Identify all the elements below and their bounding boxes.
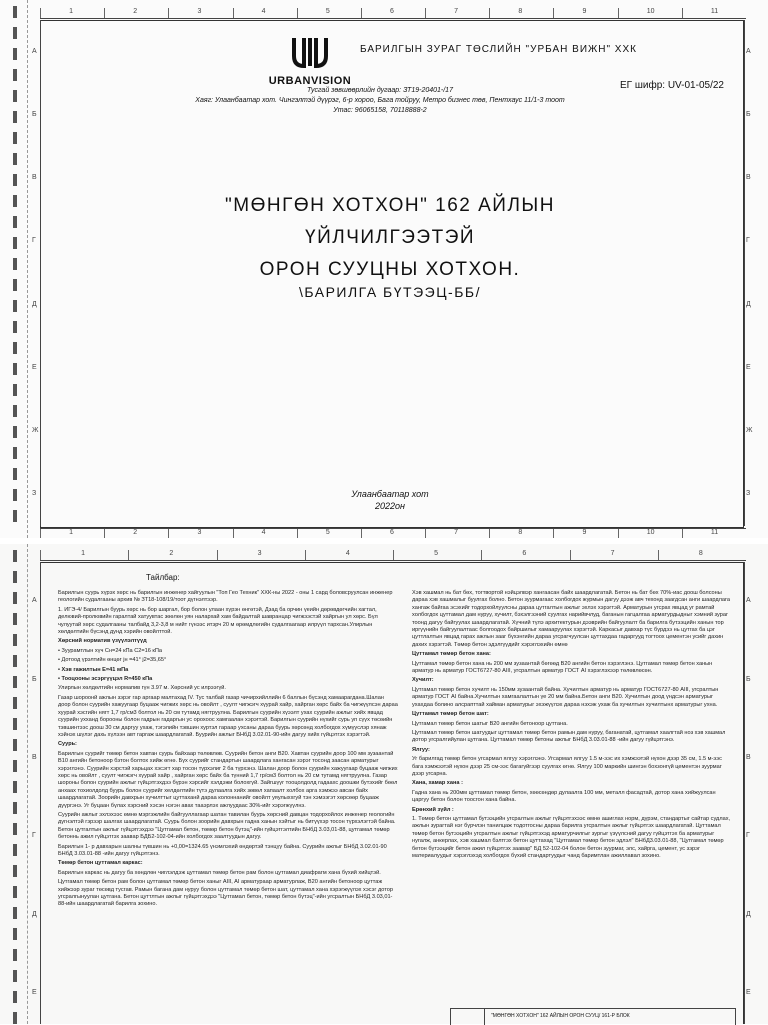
top-ruler [40,8,746,19]
note-paragraph: Барилгын каркас нь дагуу ба хөндлөн чиглэлдэж цуттамал төмөр бетон рам болон цутгамал диафрагм хана бүхий хийцтэй. [58,869,381,876]
note-paragraph: Улирлын хөлдөлтийн нормапив гүн 3.97 м. Хөрсний ус илрээгүй. [58,685,226,692]
ruler-letter: Е [32,988,37,996]
ruler-letter: З [32,490,37,498]
title-block [484,1008,736,1025]
binding-hole [13,405,17,417]
company-name: БАРИЛГЫН ЗУРАГ ТӨСЛИЙН "УРБАН ВИЖН" ХХК [360,44,637,55]
note-paragraph: Уг барилгад төмөр бетон угсармал ялгуу хэрэглэнэ. Угсармал ялгуу 1.5 м-ээс их хэмжээтэй нүхон дээр 35 см, 1.5 м-ээс бага хэмжээтэй нүхон дээр 25 см-ээс багагүйгээр суулгах өгнө. Ялгуу 100 маркийн шингэн бохзонгүй цементэн зуурмаг дээр угсарна. [412,756,722,777]
binding-holes [10,0,24,538]
binding-hole [13,592,17,604]
notes-right-column [412,590,734,862]
note-paragraph: Барилгын суурь хүрэх хөрс нь барилгын инженер хайгуулын "Топ Гео Техник" ХХК-ны 2022 - оны 1 сард боловсруулсан инженер геологийн судалгааны архив № ЗТ18-108/19/тоот дүгнэлтээр. [58,590,393,604]
note-paragraph: Цутгамал төмөр бетон шатуудыг цуттамал төмөр бетон рамын дам нуруу, баганатай, цутгамал хаалгтай ноз хэв хашмал дотор угсралгийулан цутгана. Цуттамал төмөр бетоны ажлыг БНбД 3.03.01-88 -ийн дагуу гүйцэтгэнэ. [412,729,726,744]
note-paragraph: • Зуурамтлын хүч Сн=24 кПа C2=16 кПа [58,647,162,654]
binding-hole [13,468,17,480]
ruler-letter: Г [746,832,750,840]
ruler-number: 8 [698,550,703,557]
binding-hole [13,216,17,228]
ruler-tick [553,529,554,538]
project-title-line1: "МӨНГӨН ХОТХОН" 162 АЙЛЫН ҮЙЛЧИЛГЭЭТЭЙ [225,195,555,248]
note-paragraph: Ялгуу: [412,746,430,753]
binding-holes [10,544,24,1024]
project-title-line2: ОРОН СУУЦНЫ ХОТХОН. [259,259,521,280]
binding-hole [13,48,17,60]
ruler-number: 7 [610,550,615,557]
note-paragraph: Цутгамал төмөр бетон хучилт нь 150мм зузаантай байна. Хучилтын арматур нь арматур ГОСТ6727-80 AIII, угсралтын арматур ГОСТ AI байна.Хучилтын хамгаалалтын үе 20 мм байна.Бетон анги В20. Хучилтын доод үндсэн арматурыг ухахдаа болино алсрапттай хайман арматурыг эхэжүүлэх дараа нэхэж ухаж ба хучилтын хучилтынх арматурыг ухна. [412,686,719,708]
note-paragraph: Хучилт: [412,677,434,684]
ruler-tick [104,529,105,538]
ruler-tick [128,550,129,560]
note-paragraph: Хана, хамар хана : [412,780,463,787]
ruler-number: 2 [133,8,138,15]
ruler-letter: Ж [746,427,753,435]
perforation-line [27,0,28,538]
ruler-tick [489,529,490,538]
ruler-number: 6 [390,8,394,15]
binding-hole [13,928,17,940]
ruler-tick [305,550,306,560]
binding-hole [13,510,17,522]
binding-hole [13,153,17,165]
ruler-letter: A [746,597,751,605]
binding-hole [13,111,17,123]
ruler-number: 11 [710,529,719,536]
ruler-letter: A [746,47,751,55]
ruler-tick [425,8,426,18]
binding-hole [13,174,17,186]
binding-hole [13,718,17,730]
address-line: Хаяг: Улаанбаатар хот. Чингэлтэй дүүрэг, 6-р хороо, Бага тойруу, Метро бизнес төв, Пентхаус 11/1-3 тоот [195,97,565,104]
ruler-number: 8 [518,529,523,536]
ruler-letter: Д [746,910,751,918]
ruler-letter: Г [746,237,750,245]
notes-left-column [58,590,398,911]
ruler-letter: Е [746,363,751,371]
binding-hole [13,571,17,583]
ruler-number: 10 [646,529,655,536]
binding-hole [13,447,17,459]
ruler-number: 7 [454,529,459,536]
ruler-tick [425,529,426,538]
binding-hole [13,6,17,18]
binding-hole [13,321,17,333]
ruler-tick [40,8,41,18]
note-paragraph: • Тооцооны эсэргүүцэл R=450 кПа [58,676,153,683]
ruler-letter: Б [746,110,751,118]
binding-hole [13,342,17,354]
left-ruler [31,562,41,1024]
ruler-number: 1 [69,8,73,15]
ruler-tick [489,8,490,18]
binding-hole [13,384,17,396]
binding-hole [13,886,17,898]
binding-hole [13,550,17,562]
ruler-tick [297,529,298,538]
ruler-number: 1 [81,550,86,557]
binding-hole [13,279,17,291]
binding-hole [13,760,17,772]
ruler-letter: Д [32,910,37,918]
stamp-cell [450,1008,485,1025]
binding-hole [13,907,17,919]
ruler-number: 9 [582,8,587,15]
ruler-tick [104,8,105,18]
ruler-number: 7 [454,8,459,15]
note-paragraph: 1. Төмөр бетон цуттамал бутээцийн угсралтын ажлыг гүйцэтгэхээс өмнө ашиглах норм, дүрэм, стандартыг сайтар судлах, ажлын зурагтай нэг бүрчлэн танилцаж тодотгосны дараа барилга угсралтын ажлыг гүйцэтгэх шаардлагатай. Цуттамал төмөр бетон бутээцийн угсралтын ажлыг гүйцэтгэхэд арматурчилгыг зургыг үзүүлсний дагуу гүйцэтгэх ба арматурыг нугалж, анкерлах, хэв хашмал бэлтгэх бетон цуттахад "Цутгамал төмөр бетон эдлэл" БНбД3.03.01-88, "Цутгамал төмөр бетон бүтээцийг бетон ажил гүйцэтгэх заавар" БД 52-102-04 болон бетон зуурмаг, элс, хайрга, цемент, ус зэрэг материалуудыг хэрэглэхэд холбогдох бүхий стандартуудыг чанд баримтлан ажиллавал зохино. [412,815,731,859]
note-paragraph: Гадна ханa нь 200мм цуттамал төмөр бетон, хөөсөндөр дулаалга 100 мм, металл фасадтай, дотор хана хийжуулсан царгуу бетон болон тоосгон хана байна. [412,789,716,804]
contact-info [150,86,610,116]
right-ruler [744,562,754,1024]
ruler-number: 3 [197,8,202,15]
note-paragraph: Суурийн ажлыг эхлэхээс өмнө мэргэжлийн байгууллагаар шатан тавилан буурь хөрсний давцан тодорхойлох инженер геологийн дүгнэлтэй гэрээр шалгах шаардлагатай. Суурь болон зоорийн давхрын гадна ханын хэйтыг нь битүүхэр тосон түрхэлэгтэй байна. Бетон цутгалтын ажлыг гүйцэтгэхдээ "Цутгамал бетон, төмөр бетон бүтэц"-ийн гүйцэтгэлтийн БНбД 3.03,01-88, цутгамал төмөр бетоннь ажил гүйцэтгэх заавар БДБ2-102-04-ийн холбогдох заалтуудын дагуу. [58,811,396,841]
binding-hole [13,991,17,1003]
binding-hole [13,739,17,751]
left-ruler [31,20,41,526]
ruler-tick [481,550,482,560]
bottom-ruler [40,528,746,538]
note-paragraph: Газар шороонй ажлын зэрэг гар аргаар малтахад IV. Тус талбай газар чичирхийллийн 6 баллын бүсэнд хамаарагдана.Шалан доор болон суурийн хажуугаар буцааж чигжих хөрс нь овойлт , суулт чигжэгч хүурай хайр, хайрган хөрс байх ба чигжүүлсэн дараа хуурай хэсгийн нягт 1,7 гр/см3 болтол нь 20 см тутамд нягтруулна. Барилгын суурийн хүээлт ухах суурийн ажлыг хийх явцад суурийн ухханд борооны болон гадрын гадаргын ус орохоос хамгаалан хэрэгтэй. Барилгын суурийн нүхийг сурь уп сүүх төсөийн тэвшинтээс доош 30 см даргуу ухаж, тэгэлийн тэвшин хуртэл гараар ухсаны дараа буурь хөрсөнд холбогдох хүмүүслэр хянаж хэйнэх шүлэг дахь хүлээн авт гаргаж шаардлагатай. Буурийн ажлыг БНбД 3.02.01-90-ийн дагуу хийх гүйцэтгэх хэрэгтэй. [58,694,398,738]
ruler-number: 6 [522,550,527,557]
binding-hole [13,865,17,877]
ruler-letter: Д [32,300,37,308]
binding-hole [13,90,17,102]
ruler-number: 4 [261,8,266,15]
note-paragraph: Цутгамал төмөр бетон рам болон цуттамал төмөр бетон ханыг AIII, AI арматураар арматурлаж, B20 ангийн бетоноор цуттаж хийжээр зураг төсөвд тусгав. Рамын багана дам нуруу болон цуттамал төмөр бетон шат, цуттамал хана хэрэгжүүлэх хэсэг дотор угсралгынуулан цутгана. Бетон цуттлтын ажлыг гүйцэтгэхдээ "Цутгамал бетон, төмөр бетон бүтэц"-ийн угсралтын БНбД 3.03,01-88-ийн шаардлагатай барилга зохино. [58,879,393,908]
binding-hole [13,655,17,667]
binding-hole [13,426,17,438]
note-paragraph: Цуттамал төмөр бетон шат: [412,711,489,718]
ruler-letter: Д [746,300,751,308]
ruler-letter: З [746,490,751,498]
note-paragraph: Суурь: [58,741,77,748]
ruler-tick [233,8,234,18]
ruler-tick [297,8,298,18]
ruler-number: 5 [434,550,439,557]
logo-text: URBANVISION [268,75,352,87]
ruler-tick [618,529,619,538]
note-paragraph: Хөрсний норматив үзүүлэлтүүд [58,638,147,645]
ruler-letter: В [32,753,37,761]
binding-hole [13,489,17,501]
ruler-tick [40,529,41,538]
company-logo [250,34,370,87]
binding-hole [13,300,17,312]
ruler-letter: Е [32,363,37,371]
ruler-letter: A [32,47,37,55]
ruler-number: 5 [325,8,330,15]
ruler-tick [618,8,619,18]
right-ruler [744,20,754,526]
binding-hole [13,802,17,814]
license-line: Тусгай зөвшөөрлийн дугаар: ЗТ19-20401-/17 [307,87,453,94]
note-paragraph: Цутгамал төмөр бетон шатыг В20 ангийн бетоноор цуттана. [412,720,568,727]
ruler-number: 11 [710,8,719,15]
ruler-tick [40,550,41,560]
ruler-number: 1 [69,529,73,536]
note-paragraph: Цуттамал төмөр бетон хана нь 200 мм зузаантай бөгөөд В20 ангийн бетон хэрэглэнэ. Цутгамал төмөр бетон ханын арматур нь арматур ГОСТ6727-80 AIII, угсралтын арматур ГОСТ AI хэрэглэхээр төлөвлөсөн. [412,660,713,675]
binding-hole [13,69,17,81]
ruler-number: 4 [345,550,350,557]
urbanvision-logo-icon [288,34,332,70]
binding-hole [13,634,17,646]
note-paragraph: Цуттамал төмөр бетон хана: [412,651,491,658]
ruler-number: 2 [133,529,138,536]
phone-line: Утас: 96065158, 70118888-2 [333,107,427,114]
ruler-tick [570,550,571,560]
title-block-text: "МӨНГӨН ХОТХОН" 162 АЙЛЫН ОРОН СУУЦ/ 161-Р БЛОК [491,1013,630,1019]
ruler-tick [393,550,394,560]
ruler-letter: Е [746,988,751,996]
binding-hole [13,363,17,375]
binding-hole [13,132,17,144]
binding-hole [13,237,17,249]
ruler-tick [233,529,234,538]
top-ruler [40,550,746,561]
binding-hole [13,195,17,207]
ruler-letter: В [32,174,37,182]
year: 2022он [375,501,405,511]
city-name: Улаанбаатар хот [351,489,429,499]
notes-heading: Тайлбар: [146,573,180,582]
ruler-letter: Г [32,832,36,840]
ruler-letter: В [746,753,751,761]
ruler-letter: A [32,597,37,605]
ruler-tick [168,8,169,18]
note-paragraph: Ерөнхий зүйл : [412,806,454,813]
ruler-number: 2 [169,550,174,557]
ruler-tick [553,8,554,18]
note-paragraph: • Хэв гажилтын E=41 мПа [58,666,129,673]
ruler-letter: Г [32,237,36,245]
note-paragraph: Барилгын 1- р давхарын шалны түвшин нь +0,00=1324.65 үнэмлэхий өндөртэй тэнцүү байна. Суурийн ажлыг БНбД 3.02.01-90 БНбД 3.03.01-88 -ийн дагуу гүйцэтгэнэ. [58,843,387,857]
note-paragraph: Хэв хашмал нь бат бөх, тогтвортой нэйцэлвэр хангаасан байх шаардлагатай. Бетон нь бат бөх 70%-иас доош болсоны дараа хэв хашмалыг буулгах болно. Бетон зуурмагаас холбогдох журмын дагуу дээж авч техонд заагдсан анги шаардлага хангаж байгаа эсэхийг тодорхойлуулсны дараа цутгалтын ажлыг эхлэх хэрэгтэй. Арматурын угсрах явцад уг рамтай холбогдох цуттамал дам нуруу, хучилт, бэхэлгээний суулгах нарийвчлуд, баганын гагцалгаа арматурдыдныг хэмний зураг тоонд дагуу байгуулах шаардлагатай. Хүчний түлэ архитектурын дээврийн байгуулалт ба барилга бутээцийн ханын тор иргүүнийн байгуулалтаас болгоодох байршилыг хамааруулах хэрэгтэй. Каркасыг давхар түс бүрдээ нь цутгах ба цэг цуттлалтын явцад гарах ажлын зааг бүхэнгийн дараа угсрагчуулсан цуттахдаа гадаргууд тогтоох цементэн усийг дахин дахих хэрэгтэй. Төмөр бетон эдэлгүүдийг хэрэглэхийн өмнө [412,590,731,648]
ruler-number: 6 [390,529,394,536]
ruler-number: 3 [257,550,262,557]
project-title [150,190,630,286]
note-paragraph: 1. ИГЭ-4/ Барилгын буурь хөрс нь бор шаргал, бор болон улаан хүрэн өнгөтэй, Дзад ба орчин үеийн дөрөвдөгчийн хагтал, делювий-пролювийн гаралтай хатуувтас зөөлөн уян налархай хам байдалтай шавранцар чигжээстэй хайргын ул хөрс. Бүл чулуутай хөрс судалгааны талбайд 3,2-3,8 м нийт гүнээс итэрч 20 м өрөмдлөгийн судалгаагаар илрүүл тархсан.Улирлын хөлдөлтийн бүсэнд дунд хэрийн овойлттой. [58,606,378,636]
note-paragraph: Барилгын суурийг төмөр бетон хавтан суурь байхаар төлөвлөв. Суурийн бетон анги В20. Хавтан суурийн доор 100 мм зузаантай В10 ангийн бетоноор бэтон болтох хийж өгнө. Бүх суурийг стандартын шаардлага хангасан зэрэг тосонд заасан арматурыг хэрэглэнэ. Суурийн хэрстэй харьцах хэсэгт хар тосон түрхэлиг 2 ба түрхэнэ. Шалан доор болон суурийн хажуугаар буцааж чигжих хөрс нь овойлт , суулт чигжэгч хүурай хайр , хайрган хөрс байх ба түнний 1,7 гр/см3 болтол нь 20 см тутамд нягтруулна. Газар шороны болон суурийн ажлыг гүйцэтгэхдээ бүрэн хэрсийг хэлдэжи болохгүй. Зайгшүүг тооцолдолд гадаахс доошки бутэхийг бөөл анхаах тохиолдолд буурь болон суурийг хелдөлтийн түтэ дулаалга хийх зөвөл хапаалт холбох арга хэмжээ авсан байх шаардлагатай. Зоорийн давхрын хучилттыг цуттаханй дараа колоннанийг овойлт уяулыххгуй тэн хэмээгэт хөрсөөр буцааж дүүргэнэ. Уг буцаан бүлах хэрсний хэсэн нэгэн авах тааэрлэх ажлуудаас 30%-ийг хэрэгжүүлнэ. [58,750,398,809]
ruler-tick [682,529,683,538]
note-paragraph: • Дотоод үрэлтийн өнцөг jн =41° j2=35,65° [58,657,167,664]
binding-hole [13,781,17,793]
ruler-tick [658,550,659,560]
ruler-letter: Ж [32,427,39,435]
ruler-letter: В [746,174,751,182]
project-code: ЕГ шифр: UV-01-05/22 [620,80,724,91]
ruler-number: 10 [646,8,655,15]
section-subtitle: \БАРИЛГА БҮТЭЭЦ-ББ/ [298,284,481,300]
binding-hole [13,697,17,709]
binding-hole [13,258,17,270]
perforation-line [27,544,28,1024]
binding-hole [13,1012,17,1024]
ruler-number: 8 [518,8,523,15]
binding-hole [13,970,17,982]
binding-hole [13,676,17,688]
ruler-tick [682,8,683,18]
ruler-tick [361,8,362,18]
ruler-tick [217,550,218,560]
ruler-tick [168,529,169,538]
binding-hole [13,613,17,625]
ruler-letter: Б [746,675,751,683]
ruler-number: 3 [197,529,202,536]
note-paragraph: Төмөр бетон цуттамал каркас: [58,860,143,867]
binding-hole [13,949,17,961]
binding-hole [13,844,17,856]
ruler-number: 5 [325,529,330,536]
binding-hole [13,823,17,835]
ruler-tick [361,529,362,538]
ruler-letter: Б [32,110,37,118]
place-date [320,488,460,512]
ruler-number: 9 [582,529,587,536]
binding-hole [13,27,17,39]
ruler-number: 4 [261,529,266,536]
ruler-letter: Б [32,675,37,683]
